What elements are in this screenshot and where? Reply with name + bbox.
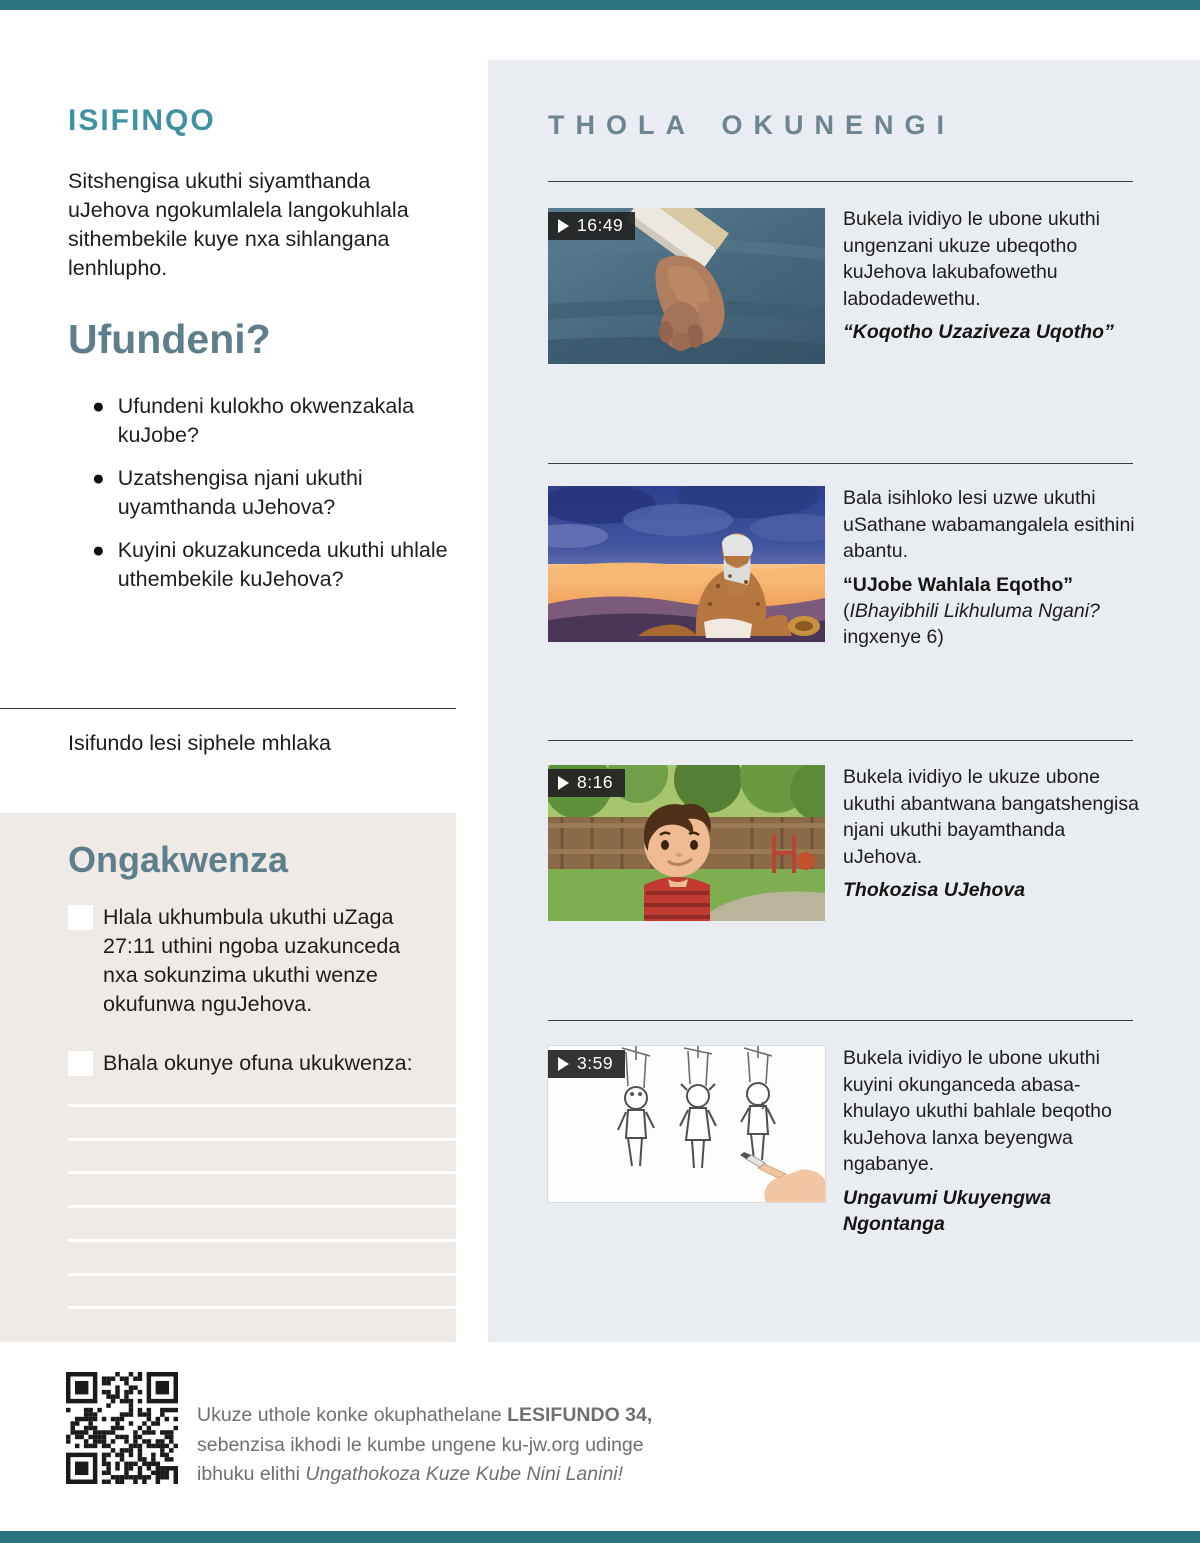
article-thumbnail-job[interactable] — [548, 486, 825, 642]
video-duration: 3:59 — [577, 1053, 614, 1073]
item-divider — [548, 181, 1133, 182]
video-thumbnail-whiteboard[interactable] — [548, 1046, 825, 1202]
video-entry — [843, 764, 1139, 903]
questions-heading: Ufundeni? — [68, 316, 271, 362]
questions-list — [92, 392, 462, 608]
completion-date-label: Isifundo lesi siphele mhlaka — [68, 731, 331, 755]
play-icon — [558, 776, 569, 790]
video-duration: 8:16 — [577, 772, 614, 792]
play-icon — [558, 1057, 569, 1071]
video-duration-badge — [548, 769, 625, 797]
footer-text-part2: sebenzisa ikhodi le kumbe ungene ku-jw.org udinge ibhuku elithi — [197, 1433, 644, 1485]
writing-line[interactable] — [68, 1104, 456, 1107]
video-entry — [843, 206, 1139, 345]
video-title: Ungavumi Ukuyengwa Ngontanga — [843, 1186, 1052, 1235]
footer-instructions — [197, 1401, 659, 1490]
question-text: Ufundeni kulokho okwenzakala kuJobe? — [117, 394, 415, 447]
todo-item-text: Hlala ukhumbula ukuthi uZaga 27:11 uthini ngoba uzakunceda nxa sokunzima ukuthi wenze okufunwa nguJehova. — [103, 905, 401, 1016]
checkbox[interactable] — [68, 1051, 93, 1076]
todo-panel — [0, 813, 456, 1342]
job-illustration — [548, 486, 825, 642]
video-description: Bukela ividiyo le ukuze ubone ukuthi abantwana bangatshengisa njani ukuthi bayamthanda uJehova. — [843, 766, 1139, 868]
media-heading: THOLA OKUNENGI — [548, 110, 955, 140]
note-open: ( — [843, 599, 850, 622]
note-source-title: IBhayibhili Likhuluma Ngani? — [849, 599, 1100, 622]
article-entry — [843, 485, 1139, 650]
article-source-note — [843, 598, 1139, 650]
video-duration: 16:49 — [577, 215, 624, 235]
todo-item — [68, 903, 420, 1019]
question-item — [92, 536, 462, 594]
todo-heading: Ongakwenza — [68, 839, 289, 880]
writing-line[interactable] — [68, 1273, 456, 1276]
question-text: Uzatshengisa njani ukuthi uyamthanda uJehova? — [117, 466, 363, 519]
video-title: “Koqotho Uzaziveza Uqotho” — [843, 321, 1114, 343]
bottom-accent-bar — [0, 1531, 1200, 1543]
qr-code — [66, 1372, 178, 1484]
item-divider — [548, 1020, 1133, 1021]
play-icon — [558, 219, 569, 233]
question-item — [92, 392, 462, 450]
item-divider — [548, 740, 1133, 741]
video-title: Thokozisa UJehova — [843, 879, 1026, 901]
writing-line[interactable] — [68, 1205, 456, 1208]
writing-line[interactable] — [68, 1239, 456, 1242]
find-out-more-panel — [488, 60, 1200, 1342]
summary-text: Sitshengisa ukuthi siyamthanda uJehova ngokumlalela langokuhlala sithembekile kuye nxa sihlangana lenhlupho. — [68, 169, 409, 280]
footer-lesson-ref: LESIFUNDO 34, — [507, 1404, 653, 1426]
video-description: Bukela ividiyo le ubone ukuthi ungenzani ukuze ubeqotho kuJehova lakubafowethu labodadewethu. — [843, 208, 1100, 310]
todo-item — [68, 1049, 420, 1078]
summary-heading: ISIFINQO — [68, 104, 216, 137]
article-title: “UJobe Wahlala Eqotho” — [843, 573, 1074, 596]
bullet-icon: ● — [92, 395, 105, 418]
writing-line[interactable] — [68, 1138, 456, 1141]
writing-line[interactable] — [68, 1171, 456, 1174]
question-text: Kuyini okuzakunceda ukuthi uhlale uthembekile kuJehova? — [117, 538, 448, 591]
video-thumbnail-cartoon-boy[interactable] — [548, 765, 825, 921]
footer-book-title: Ungathokoza Kuze Kube Nini Lanini! — [305, 1463, 624, 1485]
item-divider — [548, 463, 1133, 464]
bullet-icon: ● — [92, 467, 105, 490]
writing-line[interactable] — [68, 1306, 456, 1309]
video-description: Bukela ividiyo le ubone ukuthi kuyini okunganceda abasakhulayo ukuthi bahlale beqotho kuJehova lanxa beyengwa ngabanye. — [843, 1047, 1112, 1175]
footer-text-part1: Ukuze uthole konke okuphathelane — [197, 1404, 508, 1426]
video-duration-badge — [548, 1050, 625, 1078]
question-item — [92, 464, 462, 522]
video-entry — [843, 1045, 1139, 1237]
bullet-icon: ● — [92, 539, 105, 562]
section-divider — [0, 708, 456, 709]
checkbox[interactable] — [68, 905, 93, 930]
top-accent-bar — [0, 0, 1200, 10]
note-rest: ingxenye 6) — [843, 625, 944, 648]
video-thumbnail-clasped-hands[interactable] — [548, 208, 825, 364]
video-duration-badge — [548, 212, 635, 240]
todo-item-text: Bhala okunye ofuna ukukwenza: — [103, 1051, 413, 1075]
article-description: Bala isihloko lesi uzwe ukuthi uSathane wabamangalela esithini abantu. — [843, 487, 1135, 562]
